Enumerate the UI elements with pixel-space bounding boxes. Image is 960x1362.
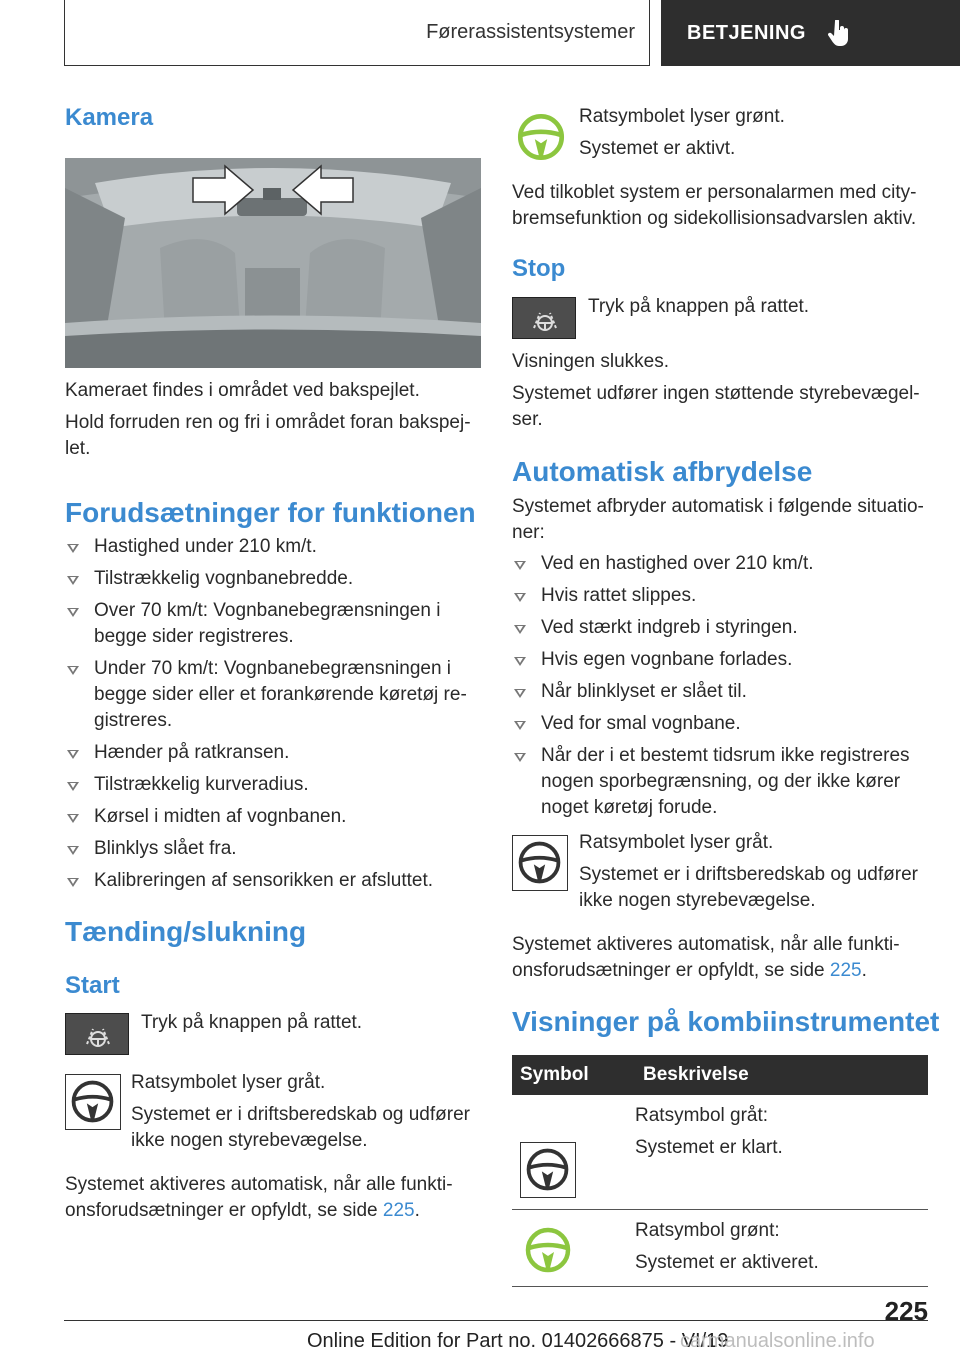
- edition-text: Online Edition for Part no. 01402666875 - VI/19: [307, 1330, 729, 1352]
- list-item-line: Når blinklyset er slået til.: [541, 681, 747, 702]
- list-item-line: nogen sporbegrænsning, og der ikke kører: [541, 771, 901, 792]
- list-item: [65, 868, 485, 894]
- list-item: [512, 615, 932, 641]
- list-item: [512, 647, 932, 673]
- description-cell: [635, 1095, 928, 1209]
- page-header: [64, 0, 960, 66]
- steering-wheel-grey-icon: [520, 1142, 576, 1198]
- list-item: [65, 566, 485, 592]
- header-chapter-label: BETJENING: [687, 21, 806, 44]
- automatisk-intro-b: ner:: [512, 522, 545, 543]
- visning-text-2a: Systemet udfører ingen støttende styrebevægel-: [512, 383, 920, 404]
- kamera-heading: Kamera: [65, 104, 154, 131]
- table-row: [512, 1209, 928, 1286]
- list-item-line: Tilstrækkelig vognbanebredde.: [94, 568, 354, 589]
- visning-text-2b: ser.: [512, 409, 543, 430]
- steering-wheel-green-icon: [512, 108, 570, 166]
- start-auto-text-a: Systemet aktiveres automatisk, når alle funkti-: [65, 1174, 453, 1195]
- list-item-line: Når der i et bestemt tidsrum ikke registreres: [541, 745, 910, 766]
- list-item: [512, 711, 932, 737]
- kamera-text-2a: Hold forruden ren og fri i området foran bakspej-: [65, 412, 471, 433]
- list-item: [65, 836, 485, 862]
- green-text-1: Ratsymbolet lyser grønt.: [579, 106, 785, 127]
- list-item-line: begge sider registreres.: [94, 626, 294, 647]
- green-text-2: Systemet er aktivt.: [579, 138, 736, 159]
- steering-wheel-grey-icon: [65, 1074, 121, 1130]
- automatisk-list: [512, 551, 932, 827]
- list-item-line: Kalibreringen af sensorikken er afsluttet.: [94, 870, 434, 891]
- page-number: 225: [884, 1296, 928, 1326]
- triangle-bullet-icon: [514, 657, 526, 666]
- list-item: [512, 743, 932, 821]
- row2-line1: Ratsymbol grønt:: [635, 1219, 780, 1241]
- start-grey-text-2b: ikke nogen styrebevægelse.: [131, 1130, 368, 1151]
- list-item: [65, 656, 485, 734]
- page-link-225[interactable]: 225: [382, 1200, 415, 1221]
- list-item-line: Hænder på ratkransen.: [94, 742, 290, 763]
- list-item: [65, 740, 485, 766]
- ved-text-b: bremsefunktion og sidekollisionsadvarslen aktiv.: [512, 208, 917, 229]
- steering-wheel-grey-icon: [512, 835, 568, 891]
- triangle-bullet-icon: [67, 814, 79, 823]
- list-item-line: Tilstrækkelig kurveradius.: [94, 774, 309, 795]
- symbol-column-header: Symbol: [512, 1055, 635, 1095]
- list-item-line: Ved for smal vognbane.: [541, 713, 741, 734]
- right-grey-text-1: Ratsymbolet lyser gråt.: [579, 832, 774, 853]
- symbol-table: [512, 1055, 928, 1287]
- right-auto-text-a: Systemet aktiveres automatisk, når alle funkti-: [512, 934, 900, 955]
- automatisk-heading: Automatisk afbrydelse: [512, 456, 813, 487]
- kamera-text-1: Kameraet findes i området ved bakspejlet.: [65, 380, 420, 401]
- stop-heading: Stop: [512, 255, 566, 282]
- visninger-heading: Visninger på kombiinstrumentet: [512, 1006, 940, 1037]
- list-item-line: noget køretøj forude.: [541, 797, 718, 818]
- triangle-bullet-icon: [514, 689, 526, 698]
- start-button-text: Tryk på knappen på rattet.: [141, 1012, 363, 1033]
- triangle-bullet-icon: [67, 608, 79, 617]
- steering-wheel-green-icon: [520, 1222, 576, 1278]
- header-chapter: [661, 0, 960, 66]
- triangle-bullet-icon: [514, 625, 526, 634]
- list-item-line: begge sider eller et forankørende køretøj re-: [94, 684, 467, 705]
- triangle-bullet-icon: [67, 782, 79, 791]
- triangle-bullet-icon: [67, 846, 79, 855]
- triangle-bullet-icon: [514, 593, 526, 602]
- list-item: [65, 598, 485, 650]
- list-item-line: Hvis rattet slippes.: [541, 585, 697, 606]
- start-heading: Start: [65, 972, 120, 999]
- list-item-line: Kørsel i midten af vognbanen.: [94, 806, 347, 827]
- symbol-cell: [512, 1209, 635, 1286]
- row1-line2: Systemet er klart.: [635, 1137, 783, 1158]
- list-item: [512, 679, 932, 705]
- list-item: [65, 534, 485, 560]
- list-item-line: Ved stærkt indgreb i styringen.: [541, 617, 798, 638]
- triangle-bullet-icon: [67, 576, 79, 585]
- list-item-line: Blinklys slået fra.: [94, 838, 237, 859]
- stop-button-text: Tryk på knappen på rattet.: [588, 296, 810, 317]
- description-column-header: Beskrivelse: [635, 1055, 928, 1095]
- footer-rule: [64, 1320, 928, 1321]
- start-grey-text-1: Ratsymbolet lyser gråt.: [131, 1072, 326, 1093]
- row2-line2: Systemet er aktiveret.: [635, 1251, 819, 1273]
- right-grey-text-2a: Systemet er i driftsberedskab og udfører: [579, 864, 918, 885]
- list-item: [65, 772, 485, 798]
- automatisk-intro-a: Systemet afbryder automatisk i følgende situatio-: [512, 496, 924, 517]
- forudsaetninger-heading: Forudsætninger for funktionen: [65, 497, 476, 528]
- list-item: [512, 551, 932, 577]
- ved-text-a: Ved tilkoblet system er personalarmen med city-: [512, 182, 917, 203]
- list-item: [512, 583, 932, 609]
- kamera-text-2b: let.: [65, 438, 91, 459]
- list-item-line: Hastighed under 210 km/t.: [94, 536, 317, 557]
- start-grey-text-2a: Systemet er i driftsberedskab og udfører: [131, 1104, 470, 1125]
- triangle-bullet-icon: [67, 750, 79, 759]
- right-grey-text-2b: ikke nogen styrebevægelse.: [579, 890, 816, 911]
- triangle-bullet-icon: [67, 878, 79, 887]
- header-section: [64, 0, 650, 66]
- table-row: [512, 1095, 928, 1209]
- lane-assist-button-icon: [65, 1013, 129, 1055]
- list-item-line: Over 70 km/t: Vognbanebegrænsningen i: [94, 600, 441, 621]
- triangle-bullet-icon: [514, 753, 526, 762]
- triangle-bullet-icon: [67, 666, 79, 675]
- page-link-225[interactable]: 225: [829, 960, 862, 981]
- triangle-bullet-icon: [514, 561, 526, 570]
- forudsaetninger-list: [65, 534, 485, 900]
- symbol-cell: [512, 1095, 635, 1209]
- description-cell: [635, 1209, 928, 1286]
- watermark: carmanualsonline.info: [680, 1330, 875, 1352]
- lane-assist-button-icon: [512, 297, 576, 339]
- taending-heading: Tænding/slukning: [65, 916, 307, 947]
- start-auto-text-b: onsforudsætninger er opfyldt, se side 225.: [65, 1200, 420, 1221]
- camera-location-image: [65, 158, 481, 368]
- visning-text-1: Visningen slukkes.: [512, 351, 670, 372]
- list-item-line: Under 70 km/t: Vognbanebegrænsningen i: [94, 658, 452, 679]
- triangle-bullet-icon: [67, 544, 79, 553]
- list-item-line: Ved en hastighed over 210 km/t.: [541, 553, 814, 574]
- hand-pointer-icon: [828, 20, 850, 46]
- triangle-bullet-icon: [514, 721, 526, 730]
- list-item-line: gistreres.: [94, 710, 173, 731]
- header-section-label: Førerassistentsystemer: [426, 21, 635, 43]
- list-item: [65, 804, 485, 830]
- right-auto-text-b: onsforudsætninger er opfyldt, se side 225.: [512, 960, 867, 981]
- list-item-line: Hvis egen vognbane forlades.: [541, 649, 793, 670]
- row1-line1: Ratsymbol gråt:: [635, 1105, 769, 1126]
